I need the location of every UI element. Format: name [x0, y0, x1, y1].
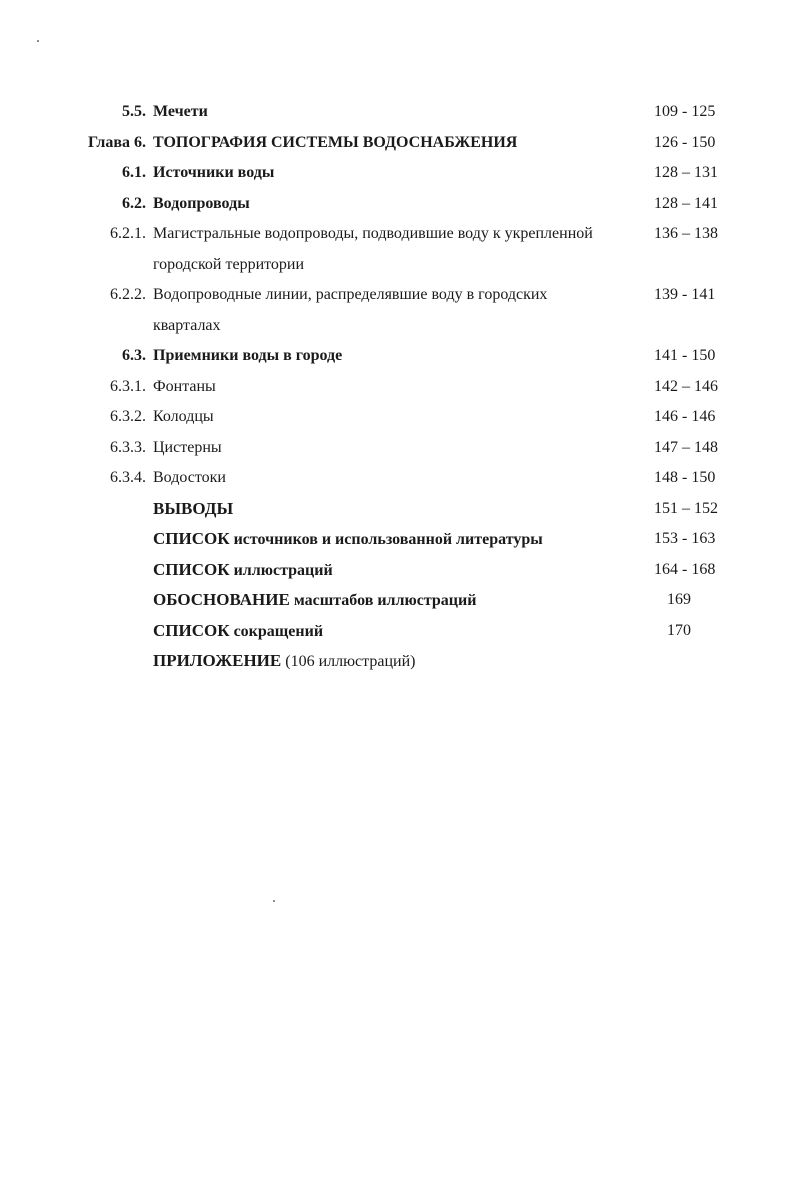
- toc-entry-title: Приемники воды в городе: [153, 347, 343, 364]
- toc-entry: [0, 616, 798, 647]
- toc-entry: [0, 463, 798, 494]
- toc-entry: [0, 280, 798, 341]
- toc-entry-title: Колодцы: [153, 408, 214, 425]
- toc-entry-number: 6.3.2.: [110, 408, 146, 425]
- toc-entry: [0, 524, 798, 555]
- toc-entry: [0, 189, 798, 220]
- toc-entry-pages: 153 - 163: [654, 530, 716, 547]
- toc-entry-pages: 141 - 150: [654, 347, 716, 364]
- toc-entry: [0, 555, 798, 586]
- toc-entry: [0, 433, 798, 464]
- toc-entry-pages: 164 - 168: [654, 560, 716, 578]
- toc-entry-pages: 169: [667, 591, 691, 608]
- scan-speck: [273, 900, 275, 902]
- toc-entry-title: Водопроводные линии, распределявшие воду в городских кварталах: [153, 286, 548, 334]
- toc-entry-title: Магистральные водопроводы, подводившие воду к укрепленной городской территории: [153, 225, 593, 273]
- toc-entry-pages: 147 – 148: [654, 438, 718, 456]
- toc-entry-pages: 139 - 141: [654, 286, 716, 303]
- toc-entry-pages: 142 – 146: [654, 377, 718, 395]
- toc-entry-title: ПРИЛОЖЕНИЕ (106 иллюстраций): [153, 651, 416, 670]
- toc-entry-pages: 151 – 152: [654, 499, 718, 517]
- toc-entry-title: ТОПОГРАФИЯ СИСТЕМЫ ВОДОСНАБЖЕНИЯ: [153, 133, 518, 151]
- toc-entry: [0, 158, 798, 189]
- toc-entry: [0, 341, 798, 372]
- toc-entry-pages: 146 - 146: [654, 408, 716, 425]
- toc-entry-number: 5.5.: [122, 103, 146, 120]
- toc-entry-pages: 126 - 150: [654, 133, 716, 151]
- toc-entry-title: Цистерны: [153, 438, 222, 456]
- toc-entry-pages: 109 - 125: [654, 103, 716, 120]
- toc-entry-number: 6.2.1.: [110, 225, 146, 242]
- toc-entry-number: 6.3.3.: [110, 438, 146, 456]
- toc-entry-title: ОБОСНОВАНИЕ масштабов иллюстраций: [153, 590, 477, 609]
- toc-entry-number: 6.1.: [122, 164, 146, 181]
- toc-entry: [0, 97, 798, 128]
- toc-entry-title: Водопроводы: [153, 194, 250, 212]
- toc-entry-chapter: [0, 128, 798, 159]
- toc-entry-title: СПИСОК источников и использованной литературы: [153, 529, 543, 548]
- toc-entry-title: Источники воды: [153, 164, 275, 181]
- scan-speck: [37, 40, 39, 42]
- toc-entry: [0, 219, 798, 280]
- toc-entry-number: 6.3.1.: [110, 377, 146, 395]
- table-of-contents: [0, 97, 798, 677]
- toc-entry-pages: 148 - 150: [654, 469, 716, 486]
- toc-entry-number: Глава 6.: [88, 133, 146, 151]
- toc-entry: [0, 494, 798, 525]
- toc-entry-title: СПИСОК сокращений: [153, 620, 324, 640]
- toc-entry: [0, 402, 798, 433]
- toc-entry: [0, 585, 798, 616]
- toc-entry: [0, 646, 798, 677]
- toc-entry-pages: 128 – 131: [654, 164, 718, 181]
- toc-entry-pages: 136 – 138: [654, 225, 718, 242]
- toc-entry-number: 6.2.: [122, 194, 146, 212]
- toc-entry: [0, 372, 798, 403]
- toc-entry-number: 6.3.4.: [110, 469, 146, 486]
- toc-entry-pages: 128 – 141: [654, 194, 718, 212]
- toc-entry-title: Мечети: [153, 103, 208, 120]
- toc-entry-pages: 170: [667, 621, 691, 639]
- toc-entry-number: 6.3.: [122, 347, 146, 364]
- toc-entry-title: Фонтаны: [153, 377, 216, 395]
- toc-entry-title: СПИСОК иллюстраций: [153, 559, 333, 579]
- toc-entry-title: Водостоки: [153, 469, 226, 486]
- toc-entry-title: ВЫВОДЫ: [153, 498, 234, 518]
- toc-entry-number: 6.2.2.: [110, 286, 146, 303]
